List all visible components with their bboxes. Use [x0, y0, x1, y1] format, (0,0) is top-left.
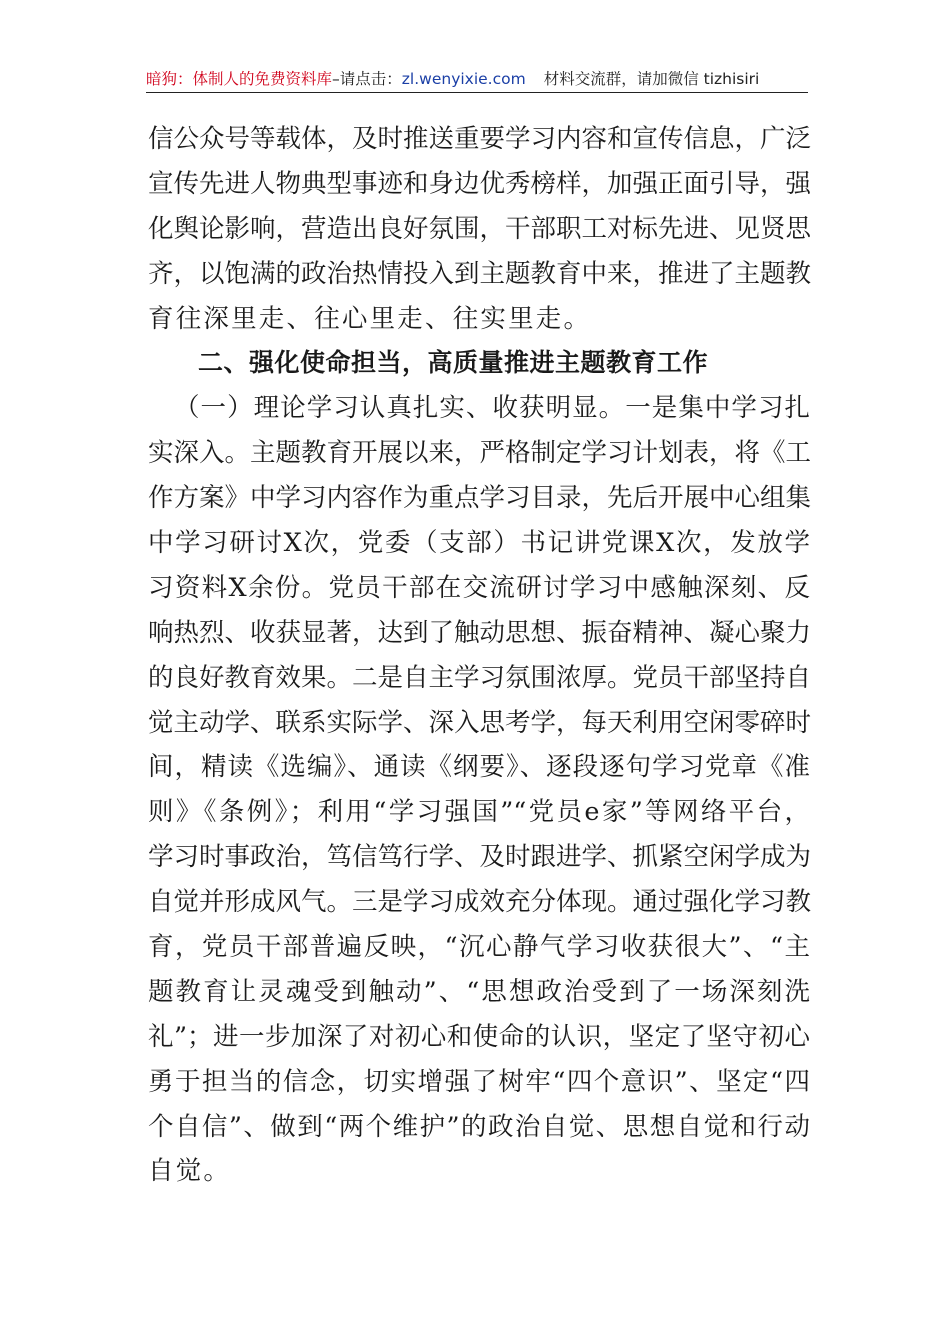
header-prompt: –请点击： [332, 70, 402, 88]
body-line: 的良好教育效果。二是自主学习氛围浓厚。党员干部坚持自 [148, 662, 812, 693]
body-line: 间，精读《选编》、通读《纲要》、逐段逐句学习党章《准 [148, 752, 810, 783]
body-line: 勇于担当的信念，切实增强了树牢“四个意识”、坚定“四 [148, 1066, 810, 1097]
header-link[interactable]: zl.wenyixie.com [401, 70, 526, 88]
body-line: 实深入。主题教育开展以来，严格制定学习计划表，将《工 [148, 438, 812, 469]
body-line: 礼”；进一步加深了对初心和使命的认识，坚定了坚守初心 [148, 1021, 810, 1052]
body-line: 自觉并形成风气。三是学习成效充分体现。通过强化学习教 [148, 887, 812, 918]
body-line: 则》《条例》；利用“学习强国”“党员e家”等网络平台， [148, 797, 810, 828]
body-line: 齐，以饱满的政治热情投入到主题教育中来，推进了主题教 [148, 258, 812, 289]
body-line: 响热烈、收获显著，达到了触动思想、振奋精神、凝心聚力 [148, 617, 812, 648]
header-group-note: 材料交流群，请加微信 tizhisiri [543, 70, 760, 88]
page-header [146, 66, 808, 93]
body-line: 自觉。 [148, 1156, 232, 1187]
body-line: 觉主动学、联系实际学、深入思考学，每天利用空闲零碎时 [148, 707, 812, 738]
body-line: 中学习研讨X次，党委（支部）书记讲党课X次，发放学 [148, 528, 810, 559]
body-line: 个自信”、做到“两个维护”的政治自觉、思想自觉和行动 [148, 1111, 810, 1142]
body-line: 宣传先进人物典型事迹和身边优秀榜样，加强正面引导，强 [148, 168, 812, 199]
document-body [148, 117, 810, 1194]
body-line: 作方案》中学习内容作为重点学习目录，先后开展中心组集 [148, 483, 812, 514]
body-line: 育往深里走、往心里走、往实里走。 [148, 303, 592, 334]
body-line: 育，党员干部普遍反映，“沉心静气学习收获很大”、“主 [148, 932, 810, 963]
body-line: 习资料X余份。党员干部在交流研讨学习中感触深刻、反 [148, 572, 810, 603]
body-line: 信公众号等载体，及时推送重要学习内容和宣传信息，广泛 [148, 124, 812, 154]
header-brand: 暗狗：体制人的免费资料库 [146, 70, 333, 88]
body-line: （一）理论学习认真扎实、收获明显。一是集中学习扎 [174, 393, 810, 424]
body-line: 题教育让灵魂受到触动”、“思想政治受到了一场深刻洗 [148, 976, 810, 1007]
body-line: 学习时事政治，笃信笃行学、及时跟进学、抓紧空闲学成为 [148, 842, 812, 873]
body-line: 化舆论影响，营造出良好氛围，干部职工对标先进、见贤思 [148, 213, 812, 244]
section-heading: 二、强化使命担当，高质量推进主题教育工作 [198, 348, 709, 378]
